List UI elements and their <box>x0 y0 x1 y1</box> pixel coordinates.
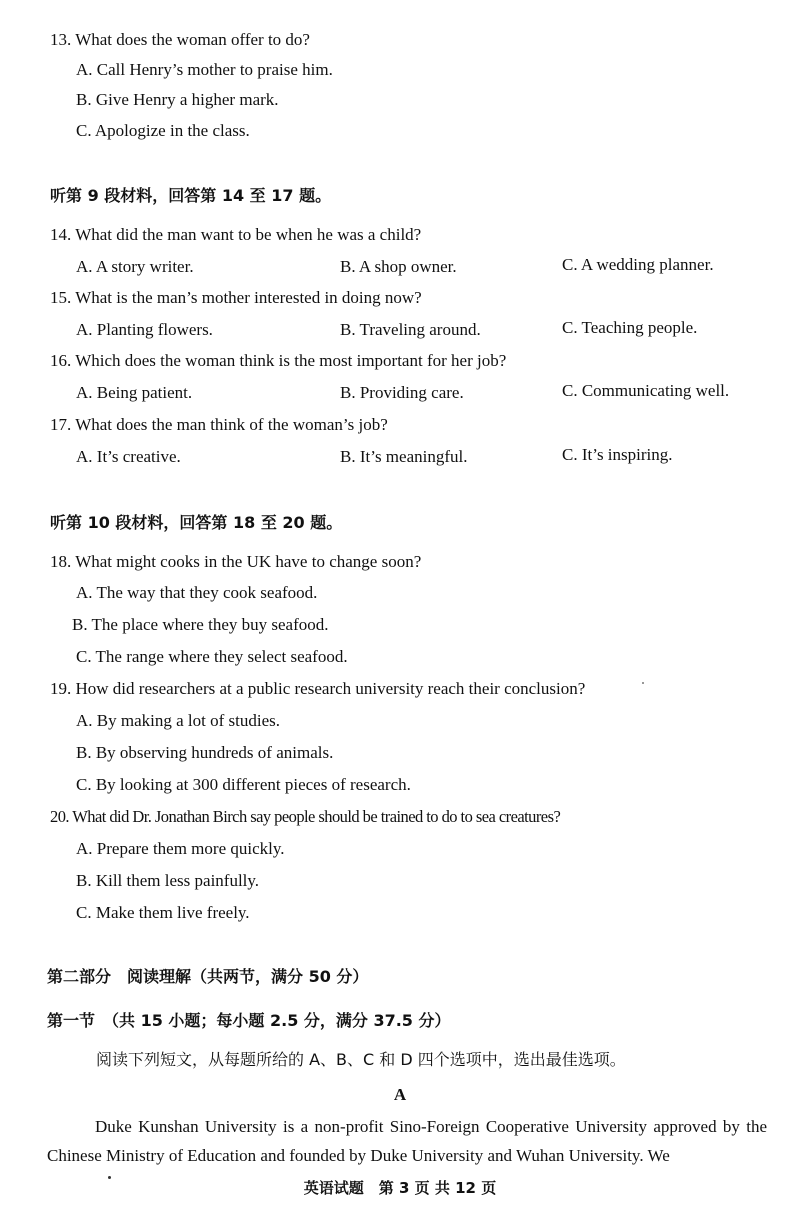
scan-speck <box>642 682 644 684</box>
question-15-stem: 15. What is the man’s mother interested in doing now? <box>50 288 422 307</box>
question-19-option-a: A. By making a lot of studies. <box>76 711 280 730</box>
question-13-stem: 13. What does the woman offer to do? <box>50 30 310 49</box>
question-20-option-a: A. Prepare them more quickly. <box>76 839 285 858</box>
section-1-title: 第一节 （共 15 小题；每小题 2.5 分，满分 37.5 分） <box>47 1011 451 1030</box>
question-15-option-c: C. Teaching people. <box>562 318 698 337</box>
question-14-option-b: B. A shop owner. <box>340 257 457 276</box>
question-20-option-c: C. Make them live freely. <box>76 903 250 922</box>
question-18-option-c: C. The range where they select seafood. <box>76 647 348 666</box>
question-13-option-c: C. Apologize in the class. <box>76 121 250 140</box>
question-15-option-a: A. Planting flowers. <box>76 320 213 339</box>
question-18-stem: 18. What might cooks in the UK have to change soon? <box>50 552 422 571</box>
question-18-option-a: A. The way that they cook seafood. <box>76 583 318 602</box>
reading-instructions: 阅读下列短文，从每题所给的 A、B、C 和 D 四个选项中，选出最佳选项。 <box>96 1050 626 1069</box>
question-14-option-a: A. A story writer. <box>76 257 194 276</box>
question-16-option-c: C. Communicating well. <box>562 381 730 400</box>
section-9-header: 听第 9 段材料，回答第 14 至 17 题。 <box>50 186 332 205</box>
question-15-option-b: B. Traveling around. <box>340 320 481 339</box>
page-footer: 英语试题 第 3 页 共 12 页 <box>303 1179 497 1197</box>
question-17-option-c: C. It’s inspiring. <box>562 445 673 464</box>
question-17-stem: 17. What does the man think of the woman’s job? <box>50 415 388 434</box>
part-2-title: 第二部分 阅读理解（共两节，满分 50 分） <box>47 967 369 986</box>
question-19-stem: 19. How did researchers at a public research university reach their conclusion? <box>50 679 586 698</box>
question-14-option-c: C. A wedding planner. <box>562 255 714 274</box>
question-20-option-b: B. Kill them less painfully. <box>76 871 260 890</box>
section-10-header: 听第 10 段材料，回答第 18 至 20 题。 <box>50 513 343 532</box>
passage-label: A <box>393 1085 407 1104</box>
question-16-option-a: A. Being patient. <box>76 383 193 402</box>
question-13-option-b: B. Give Henry a higher mark. <box>76 90 279 109</box>
question-17-option-b: B. It’s meaningful. <box>340 447 468 466</box>
question-16-stem: 16. Which does the woman think is the most important for her job? <box>50 351 507 370</box>
question-18-option-b: B. The place where they buy seafood. <box>72 615 329 634</box>
passage-text: Duke Kunshan University is a non-profit Sino-Foreign Cooperative University approved by the Chinese Ministry of Education and founded by Duke University and Wuhan University. We <box>47 1117 767 1165</box>
question-13-option-a: A. Call Henry’s mother to praise him. <box>76 60 333 79</box>
question-14-stem: 14. What did the man want to be when he was a child? <box>50 225 422 244</box>
question-19-option-c: C. By looking at 300 different pieces of research. <box>76 775 411 794</box>
question-16-option-b: B. Providing care. <box>340 383 464 402</box>
question-17-option-a: A. It’s creative. <box>76 447 181 466</box>
question-19-option-b: B. By observing hundreds of animals. <box>76 743 334 762</box>
question-20-stem: 20. What did Dr. Jonathan Birch say people should be trained to do to sea creatures? <box>50 807 561 826</box>
